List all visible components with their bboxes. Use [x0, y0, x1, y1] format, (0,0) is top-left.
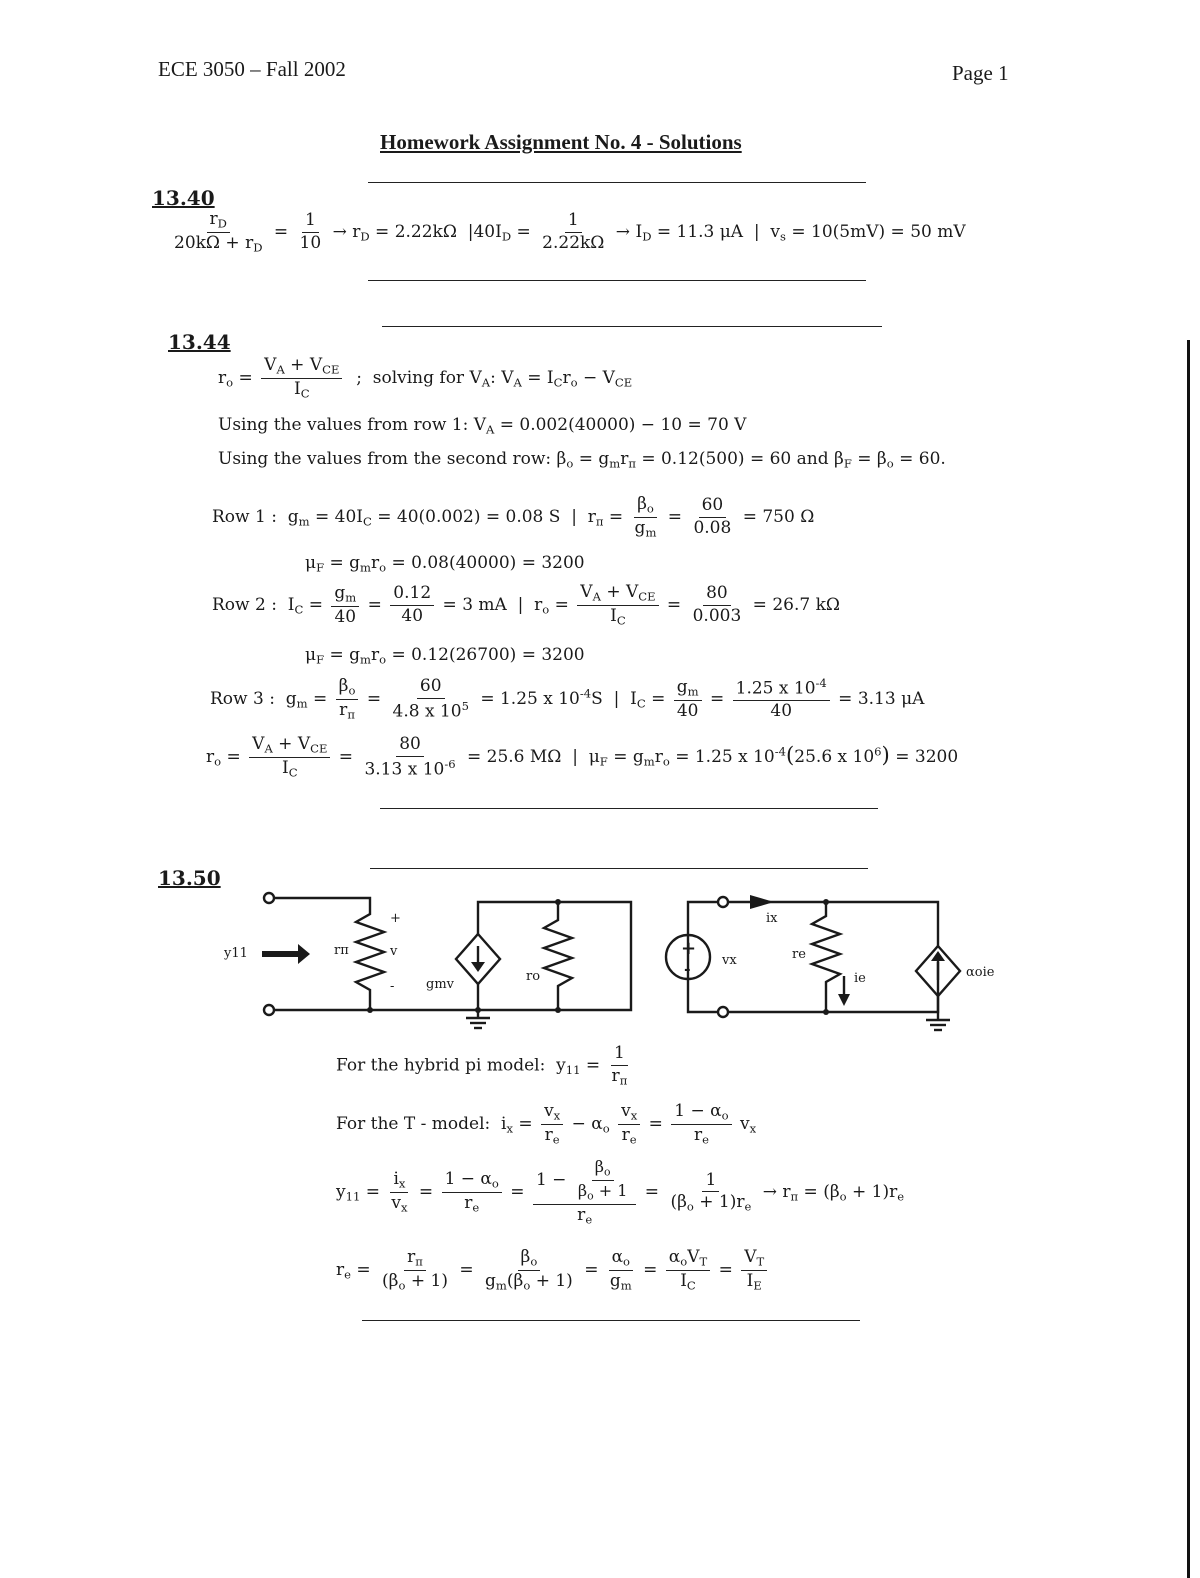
row3-line1: Row 3 : $g_m$ = $\frac{\beta_o}{r_\pi}$ = $\frac{60}{4.8 x 10^5}$ = 1.25 x $10^{-4}S$ | $I_C$ = $\frac{g_m}{40}$ = $\frac{1.25 x 10^{-4}}{40}$ = 3.13 μA — [210, 676, 925, 722]
problem-13-44-number: 13.44 — [168, 330, 231, 354]
gm-v-label: gmv — [426, 977, 454, 992]
re-derivation: $r_e$ = $\frac{r_\pi}{(\beta_o + 1)}$ = $\frac{\beta_o}{g_m(\beta_o + 1)}$ = $\frac{\alpha_o}{g_m}$ = $\frac{\alpha_oV_T}{I_C}$ = $\frac{V_T}{I_E}$ — [336, 1248, 770, 1293]
v-x-label: vx — [722, 953, 737, 968]
section-rule — [368, 280, 866, 281]
row2-label: Row 2 : — [212, 594, 277, 615]
problem-13-50-number: 13.50 — [158, 866, 221, 890]
y11-derivation: $y_{11}$ = $\frac{i_x}{v_x}$ = $\frac{1 - \alpha_o}{r_e}$ = 1 − $\frac{\beta_o}{\beta_o + 1}$ $r_e$ = $\frac{1}{(\beta_o + 1)r_e}$ → $r_\pi = (\beta_o + 1)r_e$ — [336, 1157, 905, 1227]
row1-line1: Row 1 : $g_m = 40I_C = 40(0.002) = 0.08$ S | $r_\pi$ = $\frac{\beta_o}{g_m}$ = $\frac{60}{0.08}$ = 750 Ω — [212, 494, 815, 540]
problem-13-40-number: 13.40 — [152, 186, 215, 210]
r-e-label: re — [792, 947, 806, 962]
va-calculation: Using the values from row 1: $V_A = 0.002(40000) - 10 = 70$ V — [218, 415, 747, 437]
section-rule — [370, 868, 868, 869]
scan-edge-mark — [1187, 340, 1190, 1578]
minus-sign: - — [390, 979, 395, 994]
problem-13-40-equation: $\frac{r_D}{20k\Omega + r_D}$ = $\frac{1}{10}$ → $r_D = 2.22k\Omega$ $|40I_D$ = $\frac{1}{2.22k\Omega}$ → $I_D = 11.3$ μA | $v_s = 10(5mV) = 50$ mV — [174, 209, 966, 255]
document-title: Homework Assignment No. 4 - Solutions — [380, 130, 742, 154]
row2-line1: Row 2 : $I_C$ = $\frac{g_m}{40}$ = $\frac{0.12}{40}$ = 3 mA | $r_o$ = $\frac{V_A + V_{CE}}{I_C}$ = $\frac{80}{0.003}$ = 26.7 kΩ — [212, 582, 840, 628]
t-model-text: For the T - model: — [336, 1113, 491, 1134]
circuit-diagram — [158, 884, 1018, 1054]
row2-line2: $\mu_F = g_mr_o = 0.12(26700) = 3200$ — [305, 645, 585, 667]
t-model-equation: For the T - model: $i_x$ = $\frac{v_x}{r_e}$ − $\alpha_o$ $\frac{v_x}{r_e}$ = $\frac{1 - \alpha_o}{r_e}$ $v_x$ — [336, 1101, 757, 1147]
y11-label: y11 — [224, 946, 248, 961]
v-label: v — [390, 944, 398, 959]
hybrid-pi-equation: For the hybrid pi model: $y_{11}$ = $\frac{1}{r_\pi}$ — [336, 1043, 628, 1088]
section-rule — [368, 182, 866, 183]
section-rule — [362, 1320, 860, 1321]
ro-formula: $r_o$ = $\frac{V_A + V_{CE}}{I_C}$ ; solving for $V_A$: $V_A = I_Cr_o - V_{CE}$ — [218, 355, 633, 401]
page-number: Page 1 — [952, 61, 1009, 85]
row3-label: Row 3 : — [210, 688, 275, 709]
course-header: ECE 3050 – Fall 2002 — [158, 57, 346, 81]
r-pi-label: rπ — [334, 943, 349, 958]
alpha-ie-label: αoie — [966, 965, 995, 980]
hybrid-pi-text: For the hybrid pi model: — [336, 1055, 546, 1076]
row1-label: Row 1 : — [212, 506, 277, 527]
beta-calculation: Using the values from the second row: $\beta_o = g_mr_\pi = 0.12(500) = 60$ and $\beta_F = \beta_o = 60$. — [218, 449, 946, 471]
i-e-label: ie — [854, 971, 866, 986]
source-plus-sign: + — [681, 938, 697, 959]
r-o-label: ro — [526, 969, 541, 984]
plus-sign: + — [390, 911, 401, 926]
row1-line2: $\mu_F = g_mr_o = 0.08(40000) = 3200$ — [305, 553, 585, 575]
section-rule — [380, 808, 878, 809]
section-rule — [382, 326, 882, 327]
row3-line2: $r_o$ = $\frac{V_A + V_{CE}}{I_C}$ = $\frac{80}{3.13 x 10^{-6}}$ = 25.6 MΩ | $\mu_F = g_mr_o = 1.25$ x $10^{-4}(25.6$ x $10^6) = 3200$ — [206, 734, 959, 780]
i-x-label: ix — [766, 911, 778, 926]
source-minus-sign: - — [684, 959, 691, 978]
